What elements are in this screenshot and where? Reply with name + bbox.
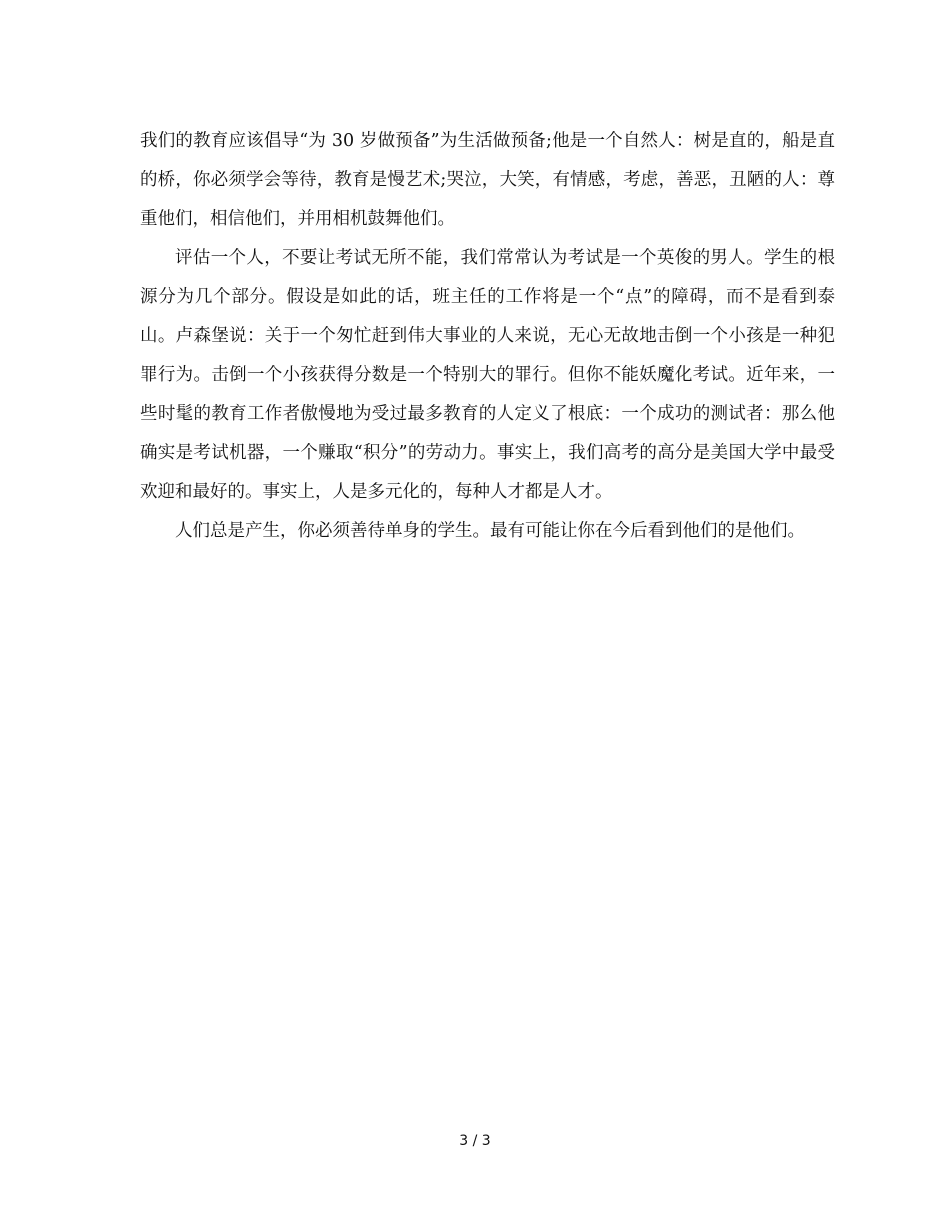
- paragraph-2: 评估一个人，不要让考试无所不能，我们常常认为考试是一个英俊的男人。学生的根源分为几个部分。假设是如此的话，班主任的工作将是一个“点”的障碍，而不是看到泰山。卢森堡说：关于一个匆忙赶到伟大事业的人来说，无心无故地击倒一个小孩是一种犯罪行为。击倒一个小孩获得分数是一个特别大的罪行。但你不能妖魔化考试。近年来，一些时髦的教育工作者傲慢地为受过最多教育的人定义了根底：一个成功的测试者：那么他确实是考试机器，一个赚取“积分”的劳动力。事实上，我们高考的高分是美国大学中最受欢迎和最好的。事实上，人是多元化的，每种人才都是人才。: [140, 248, 835, 502]
- page-number: 3 / 3: [459, 1133, 491, 1149]
- document-body: [140, 122, 835, 551]
- paragraph-3: 人们总是产生，你必须善待单身的学生。最有可能让你在今后看到他们的是他们。: [175, 521, 805, 541]
- paragraph-1: 我们的教育应该倡导“为 30 岁做预备”为生活做预备;他是一个自然人：树是直的，船是直的桥，你必须学会等待，教育是慢艺术;哭泣，大笑，有情感，考虑，善恶，丑陋的人：尊重他们，相信他们，并用相机鼓舞他们。: [140, 131, 835, 229]
